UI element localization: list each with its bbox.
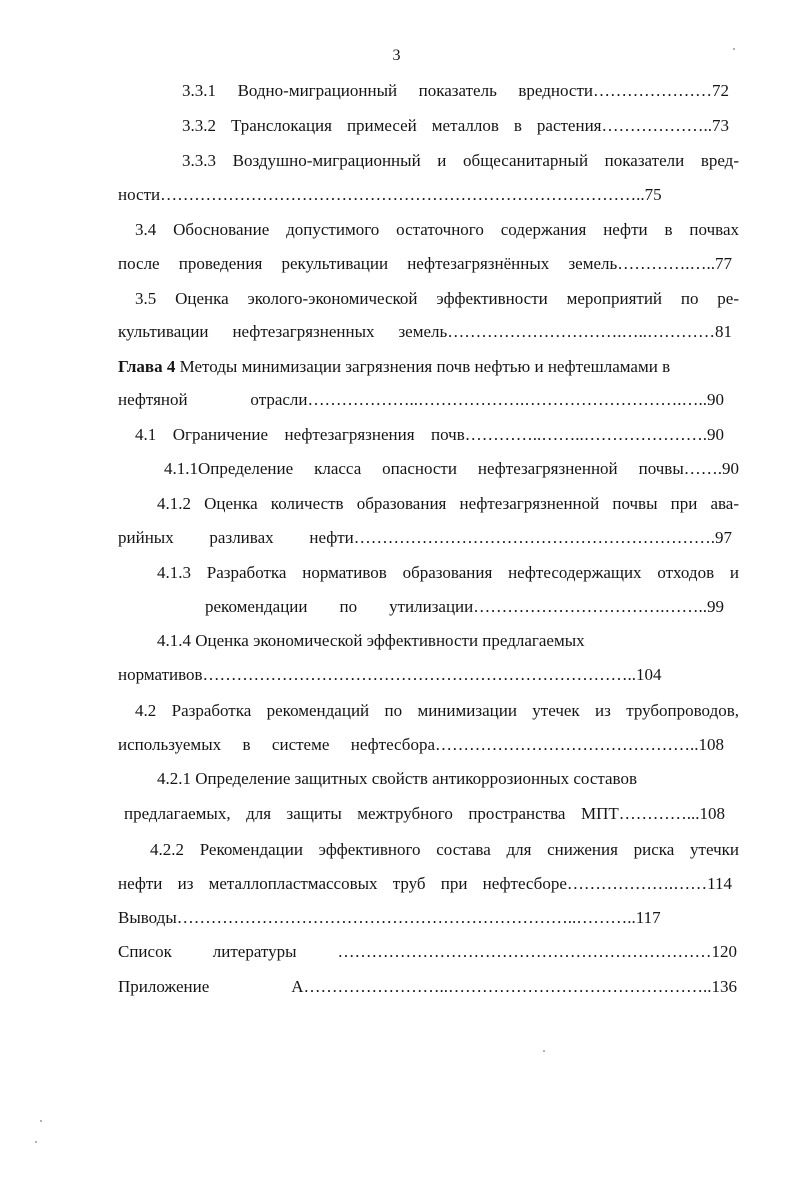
toc-entry-chapter-4-cont: нефтяной отрасли………………..……………….……………………….…..90 [118, 390, 724, 409]
toc-entry-4-1: 4.1 Ограничение нефтезагрязнения почв…………..……..………………….90 [135, 425, 724, 444]
toc-entry-4-1-2: 4.1.2 Оценка количеств образования нефтезагрязненной почвы при ава- [157, 494, 739, 513]
toc-entry-4-2-2-cont: нефти из металлопластмассовых труб при нефтесборе……………….……114 [118, 874, 732, 893]
toc-entry-3-5-cont: культивации нефтезагрязненных земель………………………….…..…………81 [118, 322, 732, 341]
toc-entry-4-1-3: 4.1.3 Разработка нормативов образования нефтесодержащих отходов и [157, 563, 739, 582]
toc-entry-4-1-1: 4.1.1Определение класса опасности нефтезагрязненной почвы…….90 [164, 459, 739, 478]
toc-entry-3-5: 3.5 Оценка эколого-экономической эффективности мероприятий по ре- [135, 289, 739, 308]
scan-speck [40, 1120, 42, 1122]
toc-entry-chapter-4 [118, 356, 739, 378]
toc-entry-3-4: 3.4 Обоснование допустимого остаточного содержания нефти в почвах [135, 220, 739, 239]
toc-entry-4-2-cont: используемых в системе нефтесбора………………………………………..108 [118, 735, 724, 754]
toc-entry-4-1-4: 4.1.4 Оценка экономической эффективности предлагаемых [157, 631, 585, 650]
scan-speck [543, 1050, 545, 1052]
toc-entry-4-2-2: 4.2.2 Рекомендации эффективного состава для снижения риска утечки [150, 840, 739, 859]
toc-entry-4-1-2-cont: рийных разливах нефти……………………………………………………….97 [118, 528, 732, 547]
toc-entry-appendix-a: Приложение А……………………..………………………………………..136 [118, 977, 737, 996]
toc-entry-4-1-3-cont: рекомендации по утилизации…………………………….……..99 [205, 597, 724, 616]
scan-speck [733, 48, 735, 50]
toc-entry-3-3-3: 3.3.3 Воздушно-миграционный и общесанитарный показатели вред- [182, 151, 739, 170]
toc-entry-3-3-3-cont: ности…………………………………………………………………………..75 [118, 185, 662, 204]
toc-entry-4-1-4-cont: нормативов…………………………………………………………………..104 [118, 665, 662, 684]
page-number: 3 [392, 47, 401, 64]
toc-entry-3-3-2: 3.3.2 Транслокация примесей металлов в растения………………..73 [182, 116, 729, 135]
toc-entry-references: Список литературы …………………………………………………………120 [118, 942, 737, 961]
toc-entry-4-2-1-cont: предлагаемых, для защиты межтрубного пространства МПТ…………...108 [124, 804, 725, 823]
toc-entry-3-4-cont: после проведения рекультивации нефтезагрязнённых земель………….…..77 [118, 254, 732, 273]
chapter-title: Методы минимизации загрязнения почв нефтью и нефтешламами в [175, 357, 671, 376]
toc-entry-4-2: 4.2 Разработка рекомендаций по минимизации утечек из трубопроводов, [135, 701, 739, 720]
chapter-label: Глава 4 [118, 357, 176, 376]
toc-entry-conclusions: Выводы……………………………………………………………..………..117 [118, 908, 661, 927]
toc-entry-3-3-1: 3.3.1 Водно-миграционный показатель вредности…………………72 [182, 81, 729, 100]
scan-speck [35, 1141, 37, 1143]
toc-entry-4-2-1: 4.2.1 Определение защитных свойств антикоррозионных составов [157, 769, 637, 788]
